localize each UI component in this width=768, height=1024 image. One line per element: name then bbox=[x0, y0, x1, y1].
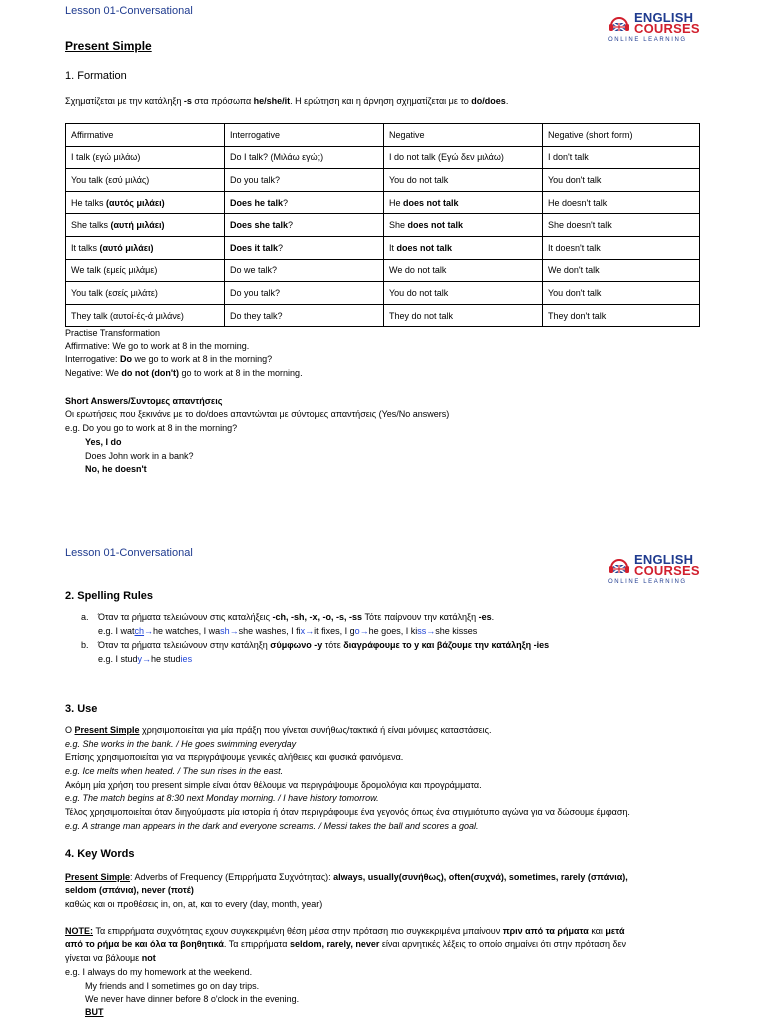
formation-text: Σχηματίζεται με την κατάληξη -s στα πρόσωπα he/she/it. Η ερώτηση και η άρνηση σχηματίζεται με το do/does. bbox=[65, 96, 509, 106]
example-line-3: We never have dinner before 8 o'clock in the evening. bbox=[85, 994, 300, 1004]
table-cell: Does he talk? bbox=[225, 191, 384, 214]
table-cell: He doesn't talk bbox=[543, 191, 700, 214]
use-line: e.g. She works in the bank. / He goes swimming everyday bbox=[65, 739, 297, 749]
table-header-cell: Negative bbox=[384, 124, 543, 147]
table-cell: We don't talk bbox=[543, 259, 700, 282]
note-line-1: NOTE: Τα επιρρήματα συχνότητας εχουν συγκεκριμένη θέση μέσα στην πρόταση πιο συγκεκριμένα μπαίνουν πριν από τα ρήματα και μετά bbox=[65, 926, 625, 936]
practise-line-negative: Negative: We do not (don't) go to work at 8 in the morning. bbox=[65, 368, 303, 378]
use-line: e.g. The match begins at 8:30 next Monday morning. / I have history tomorrow. bbox=[65, 793, 379, 803]
table-cell: It does not talk bbox=[384, 236, 543, 259]
practise-title: Practise Transformation bbox=[65, 328, 161, 338]
headphones-flag-icon bbox=[608, 555, 630, 577]
example-line-1: e.g. I always do my homework at the weekend. bbox=[65, 967, 253, 977]
headphones-flag-icon bbox=[608, 13, 630, 35]
table-cell: She talks (αυτή μιλάει) bbox=[66, 214, 225, 237]
rule-a-label: a. bbox=[81, 612, 89, 622]
table-cell: Does she talk? bbox=[225, 214, 384, 237]
use-heading: 3. Use bbox=[65, 703, 98, 715]
table-cell: He does not talk bbox=[384, 191, 543, 214]
table-row bbox=[66, 236, 700, 259]
table-row bbox=[66, 191, 700, 214]
table-row bbox=[66, 146, 700, 169]
page-title: Present Simple bbox=[65, 39, 152, 53]
table-cell: I talk (εγώ μιλάω) bbox=[66, 146, 225, 169]
note-line-3: γίνεται να βάλουμε not bbox=[65, 953, 156, 963]
table-header-cell: Interrogative bbox=[225, 124, 384, 147]
table-cell: He talks (αυτός μιλάει) bbox=[66, 191, 225, 214]
table-cell: Do you talk? bbox=[225, 169, 384, 192]
use-line: Ο Present Simple χρησιμοποιείται για μία πράξη που γίνεται συνήθως/τακτικά ή είναι μόνιμες καταστάσεις. bbox=[65, 725, 492, 735]
note-line-2: από το ρήμα be και όλα τα βοηθητικά. Τα επιρρήματα seldom, rarely, never είναι αρνητικές λέξεις το οποίο σημαίνει ότι στην πρόταση δεν bbox=[65, 939, 627, 949]
use-line: Τέλος χρησιμοποιείται όταν διηγούμαστε μία ιστορία ή όταν περιγράφουμε ένα γεγονός όπως ένα στιγμιότυπο αγώνα για να δώσουμε έμφαση. bbox=[65, 807, 630, 817]
formation-heading: 1. Formation bbox=[65, 70, 127, 82]
rule-a-text: Όταν τα ρήματα τελειώνουν στις καταλήξεις -ch, -sh, -x, -o, -s, -ss Τότε παίρνουν την κατάληξη -es. bbox=[98, 612, 495, 622]
key-words-line-3: καθώς και οι προθέσεις in, on, at, και το every (day, month, year) bbox=[65, 899, 323, 909]
rule-b-example: e.g. I study→he studies bbox=[98, 654, 193, 664]
table-cell: You talk (εσείς μιλάτε) bbox=[66, 282, 225, 305]
short-answer-1: Yes, I do bbox=[85, 437, 122, 447]
logo-line-1: ENGLISH bbox=[634, 10, 694, 25]
but-label: BUT bbox=[85, 1007, 104, 1017]
table-cell: Do we talk? bbox=[225, 259, 384, 282]
table-cell: We talk (εμείς μιλάμε) bbox=[66, 259, 225, 282]
short-answers-heading: Short Answers/Συντομες απαντήσεις bbox=[65, 396, 223, 406]
table-cell: We do not talk bbox=[384, 259, 543, 282]
table-cell: I don't talk bbox=[543, 146, 700, 169]
table-cell: It talks (αυτό μιλάει) bbox=[66, 236, 225, 259]
table-cell: Does it talk? bbox=[225, 236, 384, 259]
lesson-label: Lesson 01-Conversational bbox=[65, 5, 193, 17]
use-line: Επίσης χρησιμοποιείται για να περιγράψουμε γενικές αλήθειες και φυσικά φαινόμενα. bbox=[65, 752, 404, 762]
logo-line-1: ENGLISH bbox=[634, 552, 694, 567]
logo-line-2: COURSES bbox=[634, 21, 700, 36]
key-words-line-2: seldom (σπάνια), never (ποτέ) bbox=[65, 885, 194, 895]
logo-line-2: COURSES bbox=[634, 563, 700, 578]
use-line: Ακόμη μία χρήση του present simple είναι όταν θέλουμε να περιγράψουμε δρομολόγια και προγράμματα. bbox=[65, 780, 482, 790]
table-header-row bbox=[66, 124, 700, 147]
practise-line-interrogative: Interrogative: Do we go to work at 8 in the morning? bbox=[65, 354, 273, 364]
example-line-2: My friends and I sometimes go on day trips. bbox=[85, 981, 260, 991]
rule-a-example: e.g. I watch→he watches, I wash→she washes, I fix→it fixes, I go→he goes, I kiss→she kisses bbox=[98, 626, 478, 636]
key-words-line-1: Present Simple: Adverbs of Frequency (Επιρρήματα Συχνότητας): always, usually(συνήθως), often(συχνά), sometimes, rarely (σπάνια), bbox=[65, 872, 628, 882]
spelling-heading: 2. Spelling Rules bbox=[65, 590, 154, 602]
rule-b-label: b. bbox=[81, 640, 89, 650]
table-cell: I do not talk (Εγώ δεν μιλάω) bbox=[384, 146, 543, 169]
table-cell: They don't talk bbox=[543, 304, 700, 327]
table-cell: Do they talk? bbox=[225, 304, 384, 327]
english-courses-logo bbox=[608, 11, 704, 43]
table-cell: You do not talk bbox=[384, 282, 543, 305]
table-cell: She does not talk bbox=[384, 214, 543, 237]
short-answers-text: Οι ερωτήσεις που ξεκινάνε με το do/does απαντώνται με σύντομες απαντήσεις (Yes/No answers) bbox=[65, 409, 450, 419]
use-line: e.g. Ice melts when heated. / The sun rises in the east. bbox=[65, 766, 284, 776]
table-cell: You don't talk bbox=[543, 169, 700, 192]
table-cell: You do not talk bbox=[384, 169, 543, 192]
table-row bbox=[66, 282, 700, 305]
lesson-label-2: Lesson 01-Conversational bbox=[65, 547, 193, 559]
short-answer-2: No, he doesn't bbox=[85, 464, 147, 474]
table-cell: You don't talk bbox=[543, 282, 700, 305]
table-cell: Do you talk? bbox=[225, 282, 384, 305]
table-header-cell: Affirmative bbox=[66, 124, 225, 147]
table-cell: She doesn't talk bbox=[543, 214, 700, 237]
practise-line-affirmative: Affirmative: We go to work at 8 in the morning. bbox=[65, 341, 250, 351]
logo-line-3: ONLINE LEARNING bbox=[608, 37, 687, 43]
english-courses-logo-2 bbox=[608, 553, 704, 585]
conjugation-table bbox=[65, 123, 700, 327]
short-answers-example: e.g. Do you go to work at 8 in the morning? bbox=[65, 423, 238, 433]
rule-b-text: Όταν τα ρήματα τελειώνουν στην κατάληξη σύμφωνο -y τότε διαγράφουμε το y και βάζουμε την κατάληξη -ies bbox=[98, 640, 550, 650]
short-answer-question-2: Does John work in a bank? bbox=[85, 451, 194, 461]
table-row bbox=[66, 169, 700, 192]
table-cell: Do I talk? (Μιλάω εγώ;) bbox=[225, 146, 384, 169]
table-cell: They talk (αυτοί-ές-ά μιλάνε) bbox=[66, 304, 225, 327]
table-row bbox=[66, 259, 700, 282]
table-row bbox=[66, 304, 700, 327]
table-cell: It doesn't talk bbox=[543, 236, 700, 259]
table-row bbox=[66, 214, 700, 237]
key-words-heading: 4. Key Words bbox=[65, 848, 135, 860]
table-cell: You talk (εσύ μιλάς) bbox=[66, 169, 225, 192]
table-cell: They do not talk bbox=[384, 304, 543, 327]
table-header-cell: Negative (short form) bbox=[543, 124, 700, 147]
logo-line-3: ONLINE LEARNING bbox=[608, 579, 687, 585]
use-line: e.g. A strange man appears in the dark and everyone screams. / Messi takes the ball and scores a goal. bbox=[65, 821, 479, 831]
